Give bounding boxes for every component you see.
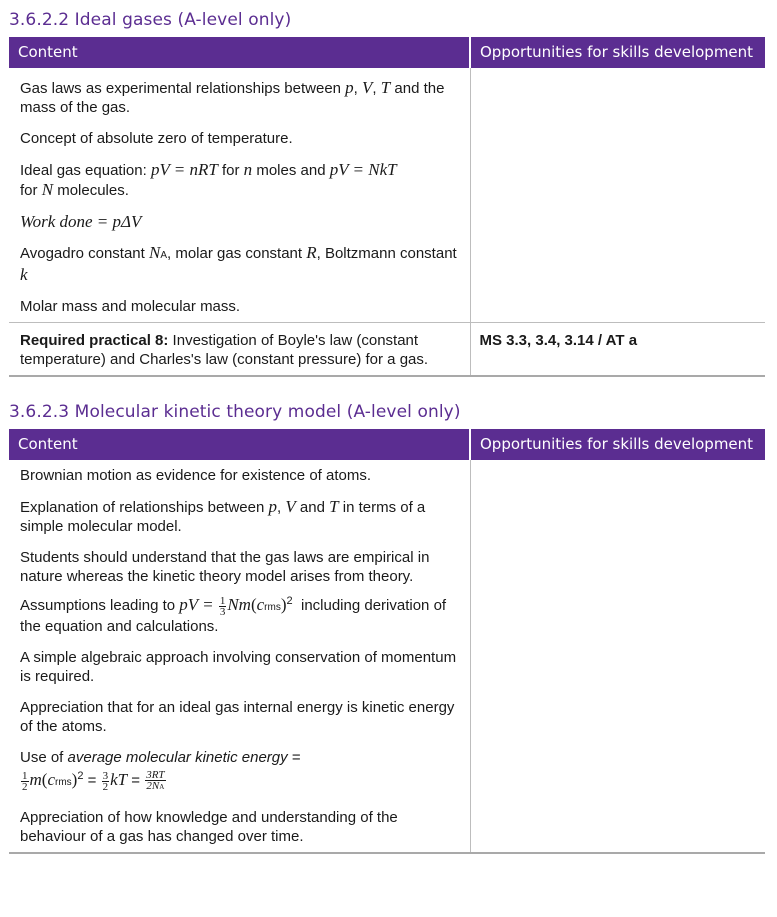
required-practical-skills: MS 3.3, 3.4, 3.14 / AT a <box>470 323 765 377</box>
algebraic-text: A simple algebraic approach involving conservation of momentum is required. <box>20 649 457 685</box>
content-header: Content <box>9 37 470 68</box>
skills-cell <box>470 460 765 853</box>
explanation-text: Explanation of relationships between p, V and T in terms of a simple molecular model. <box>20 497 426 535</box>
required-practical-text: Investigation of Boyle's law (constant temperature) and Charles's law (constant pressure) for a gas. <box>20 332 429 368</box>
average-ke-text: Use of average molecular kinetic energy = $\frac{1}{2}$ m(crms)$^2$ = $\frac{3}{2}$ kT = $\frac{3RT}{2NA}$ <box>20 749 301 793</box>
avogadro-text: Avogadro constant NA, molar gas constant R, Boltzmann constant k <box>20 243 457 284</box>
required-practical-cell <box>9 323 470 377</box>
section-title-kinetic-theory: 3.6.2.3 Molecular kinetic theory model (A-level only) <box>9 402 461 422</box>
content-cell <box>9 460 470 853</box>
skills-header: Opportunities for skills development <box>470 429 765 460</box>
empirical-text: Students should understand that the gas laws are empirical in nature whereas the kinetic theory model arises from theory. <box>20 549 430 585</box>
ideal-gases-table <box>9 37 765 377</box>
skills-header: Opportunities for skills development <box>470 37 765 68</box>
kinetic-theory-table <box>9 429 765 854</box>
knowledge-text: Appreciation of how knowledge and understanding of the behaviour of a gas has changed over time. <box>20 809 398 846</box>
gas-laws-text: Gas laws as experimental relationships between p, V, T and the mass of the gas. <box>20 78 445 116</box>
content-header: Content <box>9 429 470 460</box>
molar-mass-text: Molar mass and molecular mass. <box>20 298 241 315</box>
section-title-ideal-gases: 3.6.2.2 Ideal gases (A-level only) <box>9 10 292 30</box>
skills-cell <box>470 68 765 323</box>
assumptions-text: Assumptions leading to pV = $\frac{1}{3}$ Nm(crms)$^2$ including derivation of the equation and calculations. <box>20 594 447 635</box>
content-cell <box>9 68 470 323</box>
required-practical-label: Required practical 8: <box>20 332 169 349</box>
absolute-zero-text: Concept of absolute zero of temperature. <box>20 130 293 147</box>
brownian-text: Brownian motion as evidence for existence of atoms. <box>20 467 372 484</box>
internal-energy-text: Appreciation that for an ideal gas internal energy is kinetic energy of the atoms. <box>20 699 455 735</box>
ideal-gas-equation-text: Ideal gas equation: pV = nRT for n moles and pV = NkT for N molecules. <box>20 160 397 199</box>
work-done-text: Work done = pΔV <box>20 212 142 231</box>
